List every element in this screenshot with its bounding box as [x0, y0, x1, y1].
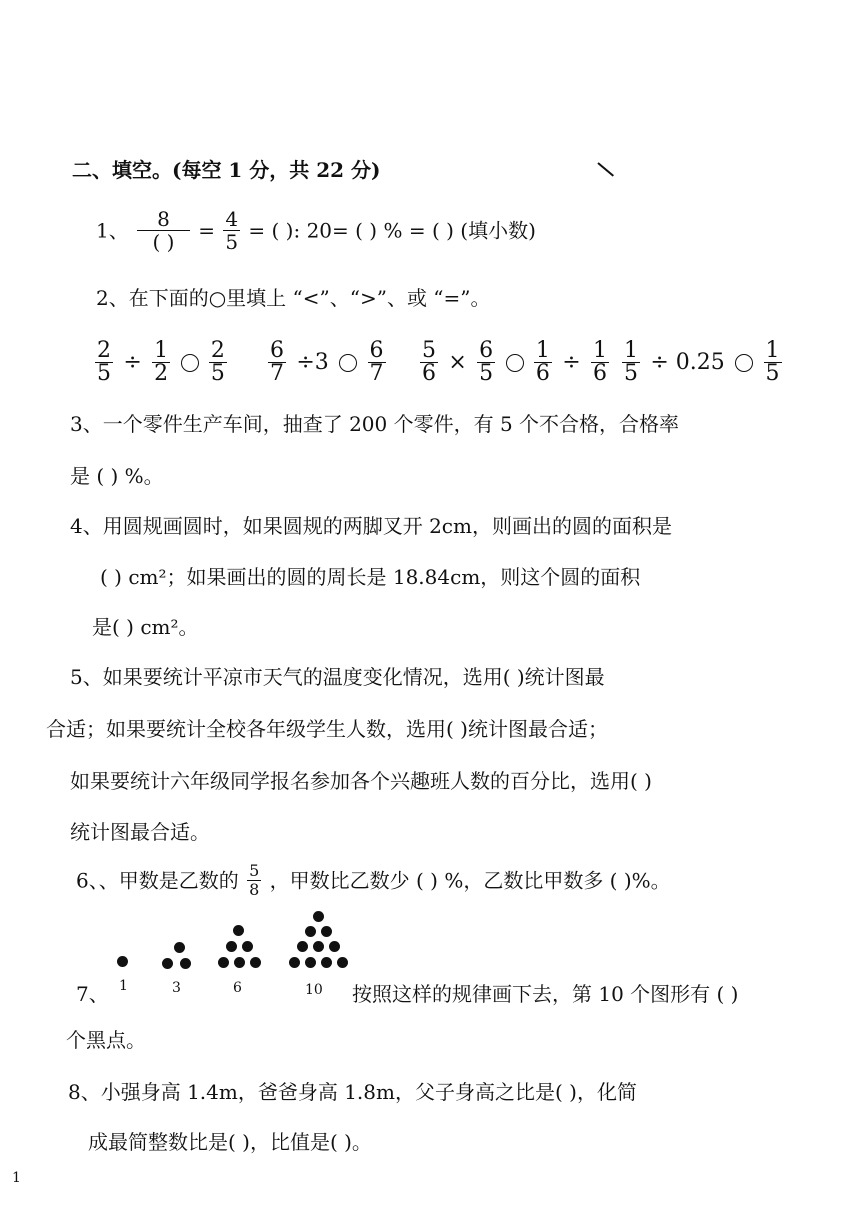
- dot: [180, 958, 191, 969]
- dot: [329, 941, 340, 952]
- q2-1-b-num: 1: [154, 338, 169, 363]
- q2-3-a-num: 5: [422, 338, 436, 363]
- question-8-line-2: 成最简整数比是( )，比值是( )。: [88, 1130, 372, 1154]
- q2-4-c-num: 1: [765, 338, 780, 363]
- dot: [234, 957, 245, 968]
- q2-4-a-num: 1: [624, 338, 638, 363]
- question-3-line-2: 是 ( ) %。: [70, 464, 164, 488]
- question-5-line-2: 合适；如果要统计全校各年级学生人数，选用( )统计图最合适；: [46, 717, 608, 741]
- dot: [162, 958, 173, 969]
- q1-frac1-numerator: 8: [137, 208, 190, 231]
- q2-1-c-num: 2: [210, 338, 225, 363]
- q6-frac-denominator: 8: [249, 880, 260, 899]
- q2-comparison-4: [620, 340, 784, 385]
- question-7-line-2: 个黑点。: [66, 1028, 146, 1052]
- q2-3-d-num: 1: [593, 338, 608, 363]
- dot: [305, 926, 316, 937]
- dot: [250, 957, 261, 968]
- q2-1-c-den: 5: [210, 361, 225, 386]
- q7-label-1: 1: [119, 978, 128, 994]
- q2-4-operator: ÷ 0.25: [650, 349, 725, 375]
- q2-1-a-num: 2: [97, 338, 111, 363]
- dot: [218, 957, 229, 968]
- q2-3-answer-circle[interactable]: [506, 354, 524, 372]
- q6-rest: ，甲数比乙数少 ( ) %，乙数比甲数多 ( )%。: [269, 868, 671, 893]
- question-4-line-3: 是( ) cm²。: [92, 615, 199, 639]
- question-7-line-1: 按照这样的规律画下去，第 10 个图形有 ( ): [352, 982, 739, 1006]
- q6-frac-numerator: 5: [249, 861, 260, 880]
- q7-label-3: 3: [172, 980, 181, 996]
- page-number: 1: [12, 1170, 21, 1186]
- dot: [297, 941, 308, 952]
- q2-3-b-den: 5: [479, 361, 494, 386]
- question-6: [76, 862, 671, 899]
- q2-3-d-den: 6: [593, 361, 608, 386]
- q2-3-c-num: 1: [535, 338, 550, 363]
- q2-4-a-den: 5: [624, 361, 638, 386]
- question-1: [96, 208, 536, 253]
- q2-3-operator: ×: [448, 349, 467, 375]
- dot: [313, 911, 324, 922]
- q6-prefix: 6、、甲数是乙数的: [76, 868, 239, 893]
- dot: [117, 956, 128, 967]
- q2-2-a-den: 7: [270, 361, 284, 386]
- q7-prefix: 7、: [76, 982, 109, 1006]
- dot: [174, 942, 185, 953]
- q2-3-a-den: 6: [422, 361, 436, 386]
- q2-1-answer-circle[interactable]: [181, 354, 199, 372]
- q2-2-c-num: 6: [369, 338, 384, 363]
- q1-prefix: 1、: [96, 218, 129, 243]
- q1-rest: = ( ): 20= ( ) % = ( ) (填小数): [248, 218, 536, 243]
- dot: [305, 957, 316, 968]
- q2-2-c-den: 7: [369, 361, 384, 386]
- q2-3-c-den: 6: [535, 361, 550, 386]
- question-5-line-3: 如果要统计六年级同学报名参加各个兴趣班人数的百分比，选用( ): [70, 769, 652, 793]
- q2-1-a-den: 5: [97, 361, 111, 386]
- q2-3-b-num: 6: [479, 338, 494, 363]
- question-8-line-1: 8、小强身高 1.4m，爸爸身高 1.8m，父子身高之比是( )，化简: [68, 1080, 637, 1104]
- dot: [321, 957, 332, 968]
- question-3-line-1: 3、一个零件生产车间，抽查了 200 个零件，有 5 个不合格，合格率: [70, 412, 680, 436]
- dot: [289, 957, 300, 968]
- question-4-line-2: ( ) cm²；如果画出的圆的周长是 18.84cm，则这个圆的面积: [100, 565, 641, 589]
- question-5-line-1: 5、如果要统计平凉市天气的温度变化情况，选用( )统计图最: [70, 665, 605, 689]
- q2-comparison-1: [93, 340, 229, 385]
- q2-4-answer-circle[interactable]: [735, 354, 753, 372]
- dot: [242, 941, 253, 952]
- section-title: 二、填空。(每空 1 分，共 22 分): [72, 158, 381, 182]
- question-4-line-1: 4、用圆规画圆时，如果圆规的两脚叉开 2cm，则画出的圆的面积是: [70, 514, 672, 538]
- q2-2-operator: ÷3: [296, 349, 329, 375]
- q1-equals: =: [198, 218, 215, 243]
- q7-label-10: 10: [305, 982, 323, 998]
- dot: [337, 957, 348, 968]
- q1-fraction-1: [137, 208, 190, 253]
- q2-1-b-den: 2: [154, 361, 169, 386]
- q1-fraction-2: [223, 208, 240, 253]
- q7-label-6: 6: [233, 980, 242, 996]
- q2-4-c-den: 5: [765, 361, 780, 386]
- q2-comparison-2: [266, 340, 388, 385]
- dot: [313, 941, 324, 952]
- stray-mark: [597, 162, 614, 176]
- q2-2-answer-circle[interactable]: [339, 354, 357, 372]
- q6-fraction: [247, 862, 261, 899]
- q1-frac1-denominator: ( ): [152, 230, 175, 254]
- q2-3-operator-2: ÷: [562, 349, 581, 375]
- dot: [233, 925, 244, 936]
- dot: [321, 926, 332, 937]
- q1-frac2-numerator: 4: [225, 207, 239, 231]
- dot: [226, 941, 237, 952]
- q1-frac2-denominator: 5: [225, 230, 239, 254]
- q2-1-operator: ÷: [123, 349, 142, 375]
- question-5-line-4: 统计图最合适。: [70, 820, 210, 844]
- question-2: 2、在下面的○里填上 “<”、“>”、或 “=”。: [96, 286, 491, 310]
- q2-comparison-3: [418, 340, 611, 385]
- q2-2-a-num: 6: [270, 338, 284, 363]
